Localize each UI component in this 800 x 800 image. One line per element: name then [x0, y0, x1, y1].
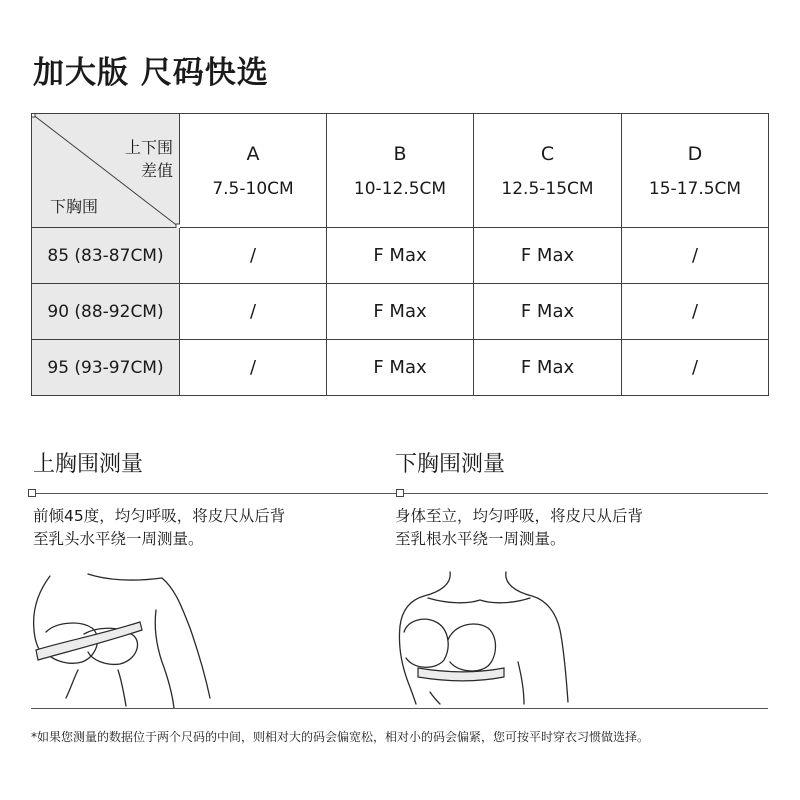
cup-range: 7.5-10CM	[212, 178, 294, 199]
difference-label-line1: 上下围	[124, 138, 173, 157]
section-divider-line	[31, 493, 403, 494]
under-bust-description-line1: 身体至立，均匀呼吸，将皮尺从后背	[395, 507, 644, 525]
cup-letter: A	[246, 142, 260, 165]
page-title: 加大版 尺码快选	[33, 55, 269, 91]
cup-letter: B	[393, 142, 407, 165]
size-cell: F Max	[327, 340, 474, 396]
footer-divider-line	[31, 708, 768, 709]
column-header-d	[622, 114, 769, 228]
difference-label	[125, 136, 173, 182]
cup-letter: D	[687, 142, 703, 165]
table-header-row	[32, 114, 769, 228]
column-header-a	[180, 114, 327, 228]
cup-range: 12.5-15CM	[501, 178, 594, 199]
row-header: 95 (93-97CM)	[32, 340, 180, 396]
difference-label-line2: 差值	[140, 161, 173, 180]
size-cell: F Max	[474, 284, 622, 340]
size-cell: F Max	[474, 228, 622, 284]
upper-bust-title: 上胸围测量	[33, 452, 144, 477]
section-marker	[28, 489, 36, 497]
under-bust-description	[395, 505, 643, 551]
size-cell: /	[180, 228, 327, 284]
section-divider-line	[403, 493, 768, 494]
upper-bust-description-line2: 至乳头水平绕一周测量。	[33, 530, 204, 548]
under-bust-title: 下胸围测量	[395, 452, 506, 477]
table-row	[32, 284, 769, 340]
column-header-b	[327, 114, 474, 228]
corner-marker-top-left	[32, 114, 35, 117]
under-bust-measure-illustration	[388, 570, 573, 705]
size-chart-table	[31, 113, 769, 396]
underbust-label: 下胸围	[50, 197, 99, 216]
table-row	[32, 340, 769, 396]
size-cell: /	[622, 340, 769, 396]
column-header-c	[474, 114, 622, 228]
size-cell: /	[622, 284, 769, 340]
cup-range: 10-12.5CM	[353, 178, 447, 199]
size-cell: /	[180, 284, 327, 340]
cup-range: 15-17.5CM	[648, 178, 742, 199]
row-header: 85 (83-87CM)	[32, 228, 180, 284]
size-cell: /	[180, 340, 327, 396]
size-cell: F Max	[474, 340, 622, 396]
cup-letter: C	[540, 142, 555, 165]
table-row	[32, 228, 769, 284]
footnote: *如果您测量的数据位于两个尺码的中间，则相对大的码会偏宽松，相对小的码会偏紧，您可按平时穿衣习惯做选择。	[31, 730, 650, 744]
section-marker	[396, 489, 404, 497]
corner-cell	[32, 114, 180, 228]
size-cell: F Max	[327, 284, 474, 340]
under-bust-description-line2: 至乳根水平绕一周测量。	[395, 530, 566, 548]
size-cell: F Max	[327, 228, 474, 284]
upper-bust-description	[33, 505, 285, 551]
upper-bust-measure-illustration	[22, 570, 212, 710]
upper-bust-description-line1: 前倾45度，均匀呼吸，将皮尺从后背	[33, 507, 286, 525]
size-cell: /	[622, 228, 769, 284]
corner-marker-bottom-right	[176, 224, 180, 228]
row-header: 90 (88-92CM)	[32, 284, 180, 340]
